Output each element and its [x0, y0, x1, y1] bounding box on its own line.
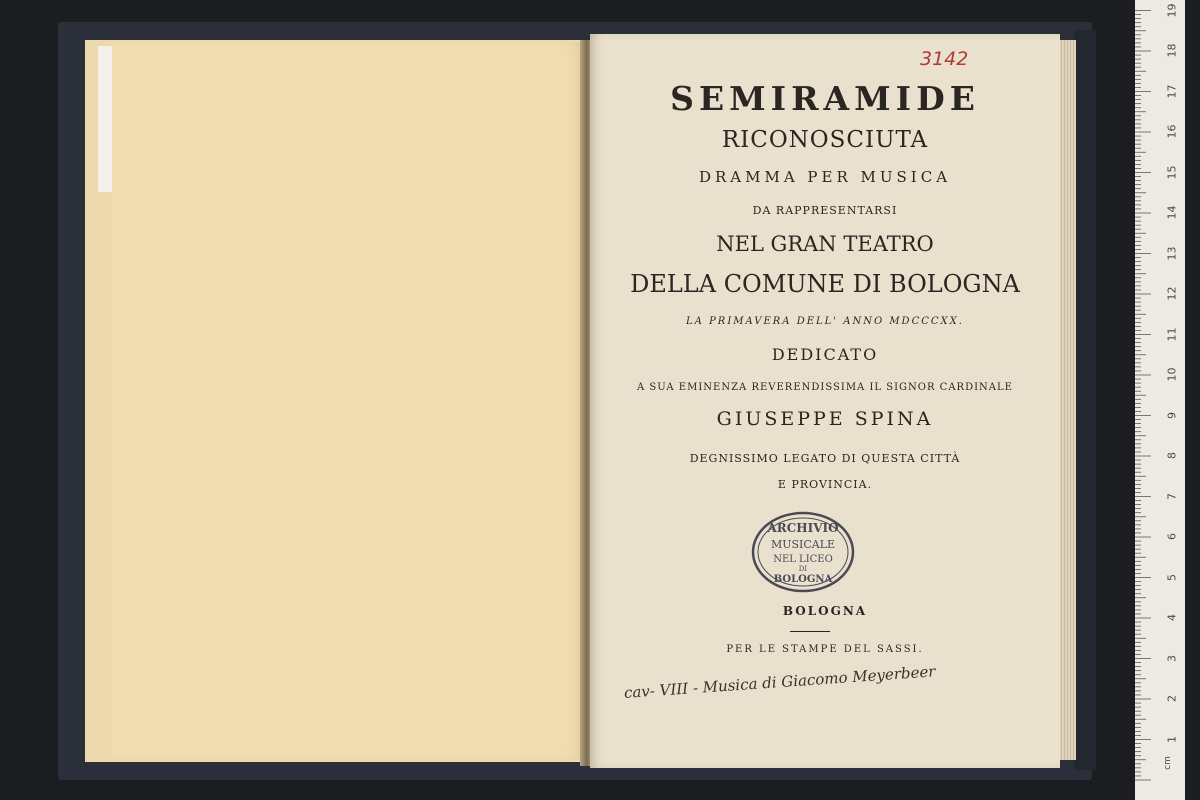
ruler-number: 10 [1165, 367, 1179, 382]
board-edge [1074, 30, 1096, 770]
ruler-number: 1 [1165, 735, 1179, 743]
theatre-line-1: NEL GRAN TEATRO [716, 232, 934, 256]
imprint-city: BOLOGNA [782, 604, 868, 618]
theatre-line-2: DELLA COMUNE DI BOLOGNA [630, 270, 1020, 298]
measuring-ruler [1135, 0, 1185, 800]
stamp-line: ARCHIVIO [767, 521, 839, 535]
imprint-printer: PER LE STAMPE DEL SASSI. [726, 644, 924, 655]
ruler-number: 2 [1165, 695, 1179, 702]
stamp-line: BOLOGNA [773, 574, 833, 585]
dedicatee-role-2: E PROVINCIA. [777, 478, 873, 491]
ruler-number: 13 [1165, 246, 1179, 260]
ruler-number: 3 [1165, 654, 1179, 662]
ruler-number: 11 [1165, 327, 1179, 341]
genre-line: DRAMMA PER MUSICA [698, 168, 952, 186]
ruler-number: 8 [1165, 452, 1179, 459]
shelfmark-annotation: 3142 [920, 48, 969, 70]
library-stamp [750, 510, 856, 594]
handwritten-note: cav- VIII - Musica di Giacomo Meyerbeer [623, 662, 936, 702]
ruler-number: 12 [1165, 286, 1179, 301]
ruler-ticks [1135, 0, 1185, 800]
season-line: LA PRIMAVERA DELL' ANNO MDCCCXX. [686, 316, 964, 327]
dedicatee-name: GIUSEPPE SPINA [716, 408, 934, 430]
left-endpaper [112, 42, 590, 760]
ruler-number: 5 [1165, 573, 1179, 581]
opera-subtitle: RICONOSCIUTA [721, 127, 929, 153]
stamp-line: MUSICALE [770, 538, 836, 551]
stamp-line: NEL LICEO [773, 554, 833, 565]
ruler-number: 14 [1165, 205, 1179, 220]
title-page [590, 34, 1060, 768]
opera-title: SEMIRAMIDE [670, 79, 980, 118]
ruler-number: 16 [1165, 124, 1179, 139]
stamp-line: DI [798, 565, 808, 573]
performance-note: DA RAPPRESENTARSI [752, 204, 898, 217]
ruler-number: 19 [1165, 3, 1179, 17]
ruler-number: 7 [1165, 492, 1179, 500]
ruler-number: 18 [1165, 43, 1179, 58]
dedicatee-role-1: DEGNISSIMO LEGATO DI QUESTA CITTÀ [689, 452, 961, 465]
ruler-number: 15 [1165, 165, 1179, 179]
ruler-number: 6 [1165, 533, 1179, 540]
dedication-heading: DEDICATO [771, 345, 879, 364]
imprint-rule [790, 631, 830, 632]
dedicatee-title: A SUA EMINENZA REVERENDISSIMA IL SIGNOR CARDINALE [637, 382, 1013, 393]
ruler-number: 4 [1165, 614, 1179, 621]
ruler-number: 9 [1165, 411, 1179, 419]
ruler-number: 17 [1165, 84, 1179, 98]
ruler-unit: cm [1162, 756, 1173, 770]
